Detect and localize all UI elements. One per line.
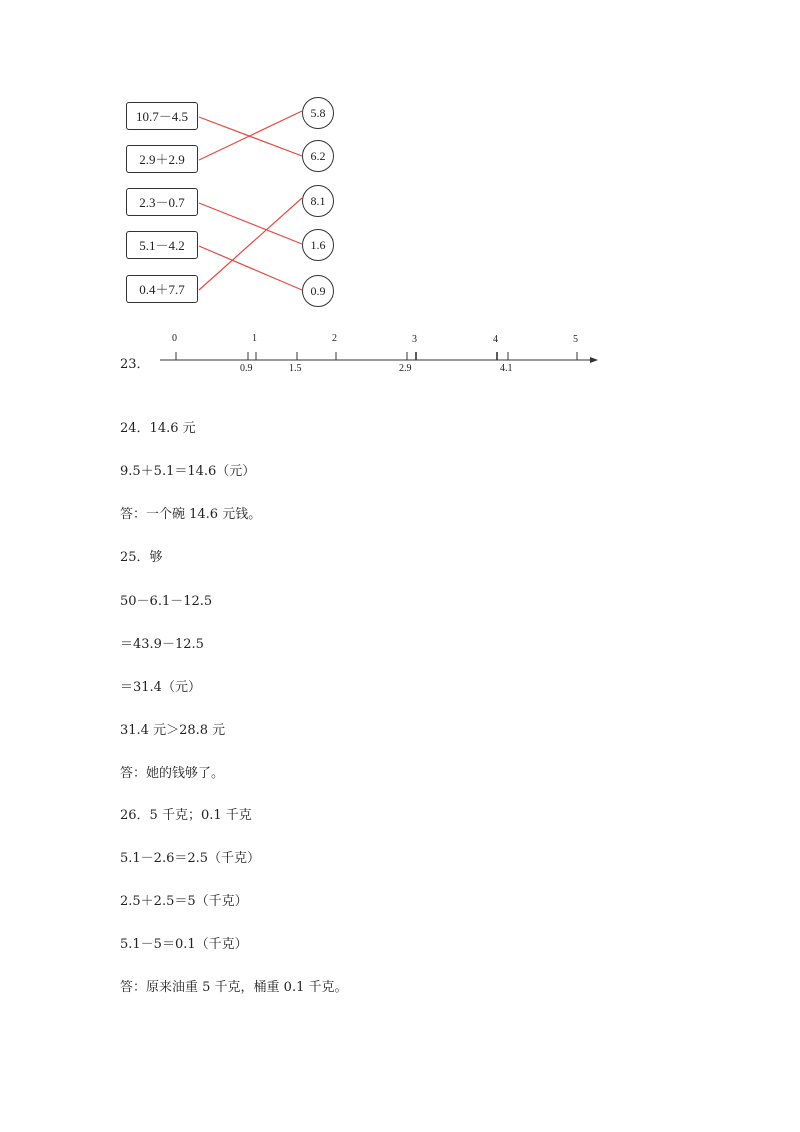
expr-box-3: 2.3－0.7 xyxy=(126,188,198,216)
number-line-arrow xyxy=(590,357,598,363)
q26-answer: 答：原来油重 5 千克，桶重 0.1 千克。 xyxy=(120,980,348,995)
q24-calc: 9.5＋5.1＝14.6（元） xyxy=(120,464,256,479)
q25-calc-2: ＝43.9－12.5 xyxy=(120,637,204,652)
expr-box-5: 0.4＋7.7 xyxy=(126,275,198,303)
tick-label-0: 0 xyxy=(172,333,177,344)
q24-heading: 24．14.6 元 xyxy=(120,421,196,436)
result-circle-1: 5.8 xyxy=(302,97,334,129)
tick-label-0-9: 0.9 xyxy=(240,363,253,374)
number-line xyxy=(0,0,800,420)
q24-answer: 答：一个碗 14.6 元钱。 xyxy=(120,507,262,522)
tick-label-3: 3 xyxy=(412,334,417,345)
expr-box-1: 10.7－4.5 xyxy=(126,102,198,130)
q25-answer: 答：她的钱够了。 xyxy=(120,766,225,781)
q25-calc-1: 50－6.1－12.5 xyxy=(120,594,213,609)
result-circle-3: 8.1 xyxy=(302,185,334,217)
q26-calc-3: 5.1－5＝0.1（千克） xyxy=(120,937,248,952)
q25-heading: 25．够 xyxy=(120,550,163,565)
tick-label-1: 1 xyxy=(252,333,257,344)
expr-box-2: 2.9＋2.9 xyxy=(126,145,198,173)
result-circle-2: 6.2 xyxy=(302,140,334,172)
q26-calc-2: 2.5＋2.5＝5（千克） xyxy=(120,894,248,909)
q25-compare: 31.4 元＞28.8 元 xyxy=(120,723,226,738)
tick-label-2-9: 2.9 xyxy=(399,363,412,374)
tick-label-5: 5 xyxy=(573,334,578,345)
tick-label-1-5: 1.5 xyxy=(289,363,302,374)
tick-label-4: 4 xyxy=(493,334,498,345)
result-circle-5: 0.9 xyxy=(302,275,334,307)
q26-calc-1: 5.1－2.6＝2.5（千克） xyxy=(120,851,261,866)
result-circle-4: 1.6 xyxy=(302,229,334,261)
q26-heading: 26．5 千克；0.1 千克 xyxy=(120,808,252,823)
tick-label-4-1: 4.1 xyxy=(500,363,513,374)
expr-box-4: 5.1－4.2 xyxy=(126,231,198,259)
q23-label: 23． xyxy=(120,357,150,372)
tick-label-2: 2 xyxy=(332,333,337,344)
q25-calc-3: ＝31.4（元） xyxy=(120,680,201,695)
